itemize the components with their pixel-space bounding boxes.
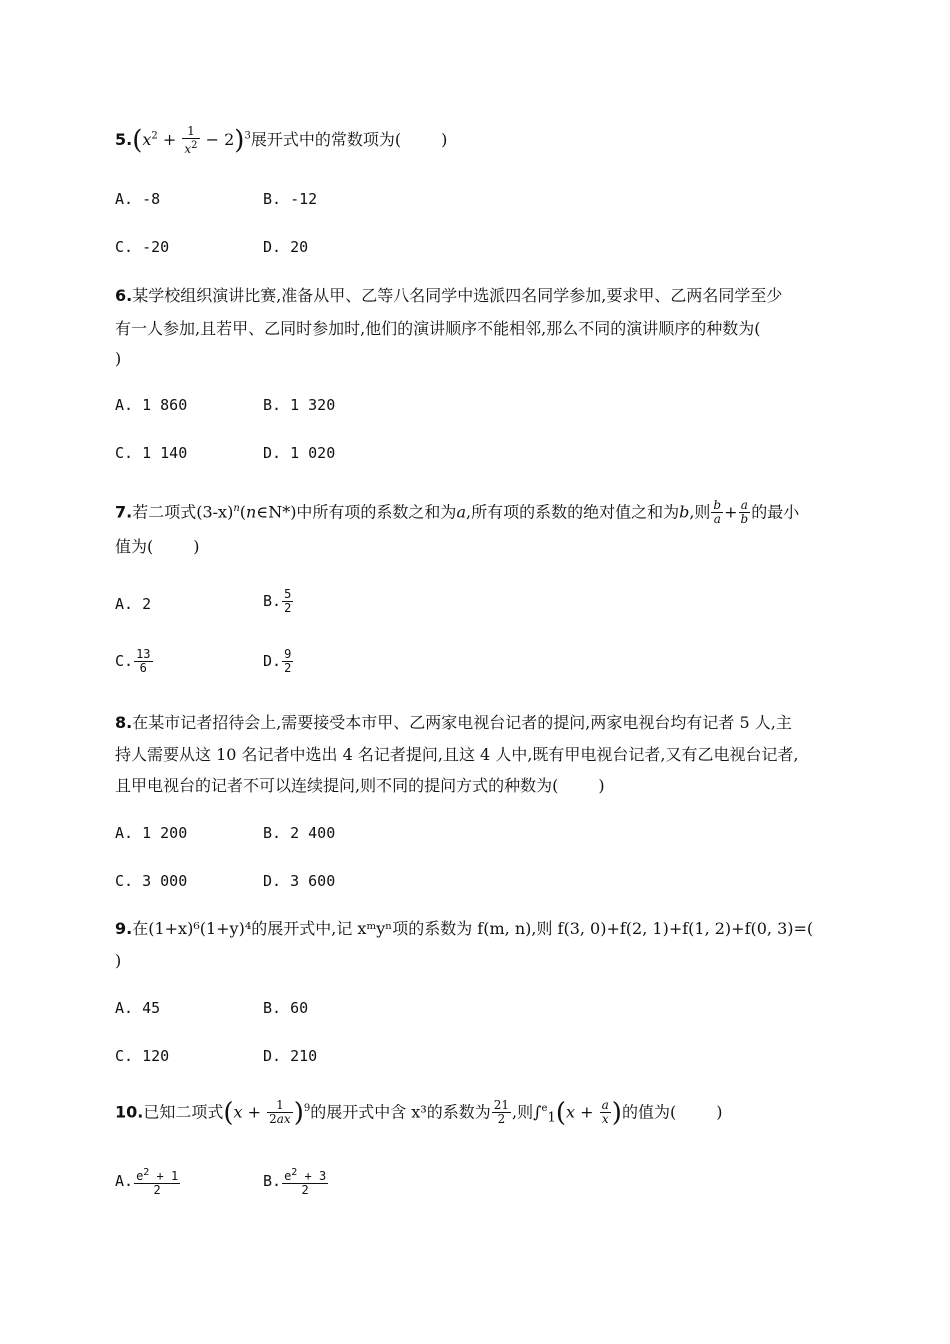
question-7-line-2: 值为( ) [115, 537, 200, 556]
option-c[interactable]: C. $\frac{13}{6}$ [115, 647, 151, 675]
question-10: 10.已知二项式(x + $\frac{1}{2ax}$ )$^9$的展开式中含 x³的系数为 $\frac{21}{2}$ ,则∫$^e_1$(x + $\frac{a}{x}$ )的值为( ) [115, 1097, 723, 1128]
option-b[interactable]: B. $\frac{5}{2}$ [263, 587, 292, 615]
option-d[interactable]: D. 3 600 [263, 872, 336, 890]
question-6-line-2: 有一人参加,且若甲、乙同时参加时,他们的演讲顺序不能相邻,那么不同的演讲顺序的种数为( [115, 319, 761, 338]
option-b[interactable]: B. 1 320 [263, 396, 336, 414]
option-c[interactable]: C. 1 140 [115, 444, 188, 462]
option-a[interactable]: A. 1 860 [115, 396, 188, 414]
option-c[interactable]: C. -20 [115, 238, 170, 256]
option-b[interactable]: B. 60 [263, 999, 309, 1017]
option-b[interactable]: B. $\frac{e^2 + 3}{2}$ [263, 1167, 327, 1197]
question-number: 6. [115, 286, 133, 305]
option-b[interactable]: B. -12 [263, 190, 318, 208]
question-7: 7.若二项式$(3-x)^n(n\in N*)$中所有项的系数之和为a,所有项的系数的绝对值之和为b,则 $\frac{b}{a}$ + $\frac{a}{b}$ 的最小 [115, 498, 800, 527]
question-8-line-3: 且甲电视台的记者不可以连续提问,则不同的提问方式的种数为( ) [115, 776, 605, 795]
option-a[interactable]: A. 1 200 [115, 824, 188, 842]
question-8: 8.在某市记者招待会上,需要接受本市甲、乙两家电视台记者的提问,两家电视台均有记者 5 人,主 [115, 713, 792, 732]
question-6: 6.某学校组织演讲比赛,准备从甲、乙等八名同学中选派四名同学参加,要求甲、乙两名同学至少 [115, 286, 783, 305]
option-b[interactable]: B. 2 400 [263, 824, 336, 842]
option-d[interactable]: D. 1 020 [263, 444, 336, 462]
option-a[interactable]: A. 45 [115, 999, 161, 1017]
option-a[interactable]: A. $\frac{e^2 + 1}{2}$ [115, 1167, 179, 1197]
question-number: 5. [115, 130, 133, 149]
question-8-line-2: 持人需要从这 10 名记者中选出 4 名记者提问,且这 4 人中,既有甲电视台记者,又有乙电视台记者, [115, 745, 799, 764]
question-text: 展开式中的常数项为( [250, 130, 402, 149]
question-number: 7. [115, 502, 133, 522]
question-9: 9.在(1+x)⁶(1+y)⁴的展开式中,记 xᵐyⁿ项的系数为 f(m, n),则 f(3, 0)+f(2, 1)+f(1, 2)+f(0, 3)=( [115, 919, 814, 938]
question-6-line-3: ) [115, 349, 122, 368]
question-number: 10. [115, 1102, 144, 1122]
question-9-line-2: ) [115, 951, 122, 970]
option-c[interactable]: C. 3 000 [115, 872, 188, 890]
option-d[interactable]: D. 20 [263, 238, 309, 256]
question-number: 8. [115, 713, 133, 732]
option-a[interactable]: A. 2 [115, 595, 152, 613]
option-d[interactable]: D. $\frac{9}{2}$ [263, 647, 292, 675]
question-5: $5.(x^2$ + $\frac{1}{x^2}$ − 2)$^3$展开式中的常数项为( ) [115, 124, 448, 156]
option-a[interactable]: A. -8 [115, 190, 161, 208]
option-c[interactable]: C. 120 [115, 1047, 170, 1065]
question-number: 9. [115, 919, 133, 938]
option-d[interactable]: D. 210 [263, 1047, 318, 1065]
